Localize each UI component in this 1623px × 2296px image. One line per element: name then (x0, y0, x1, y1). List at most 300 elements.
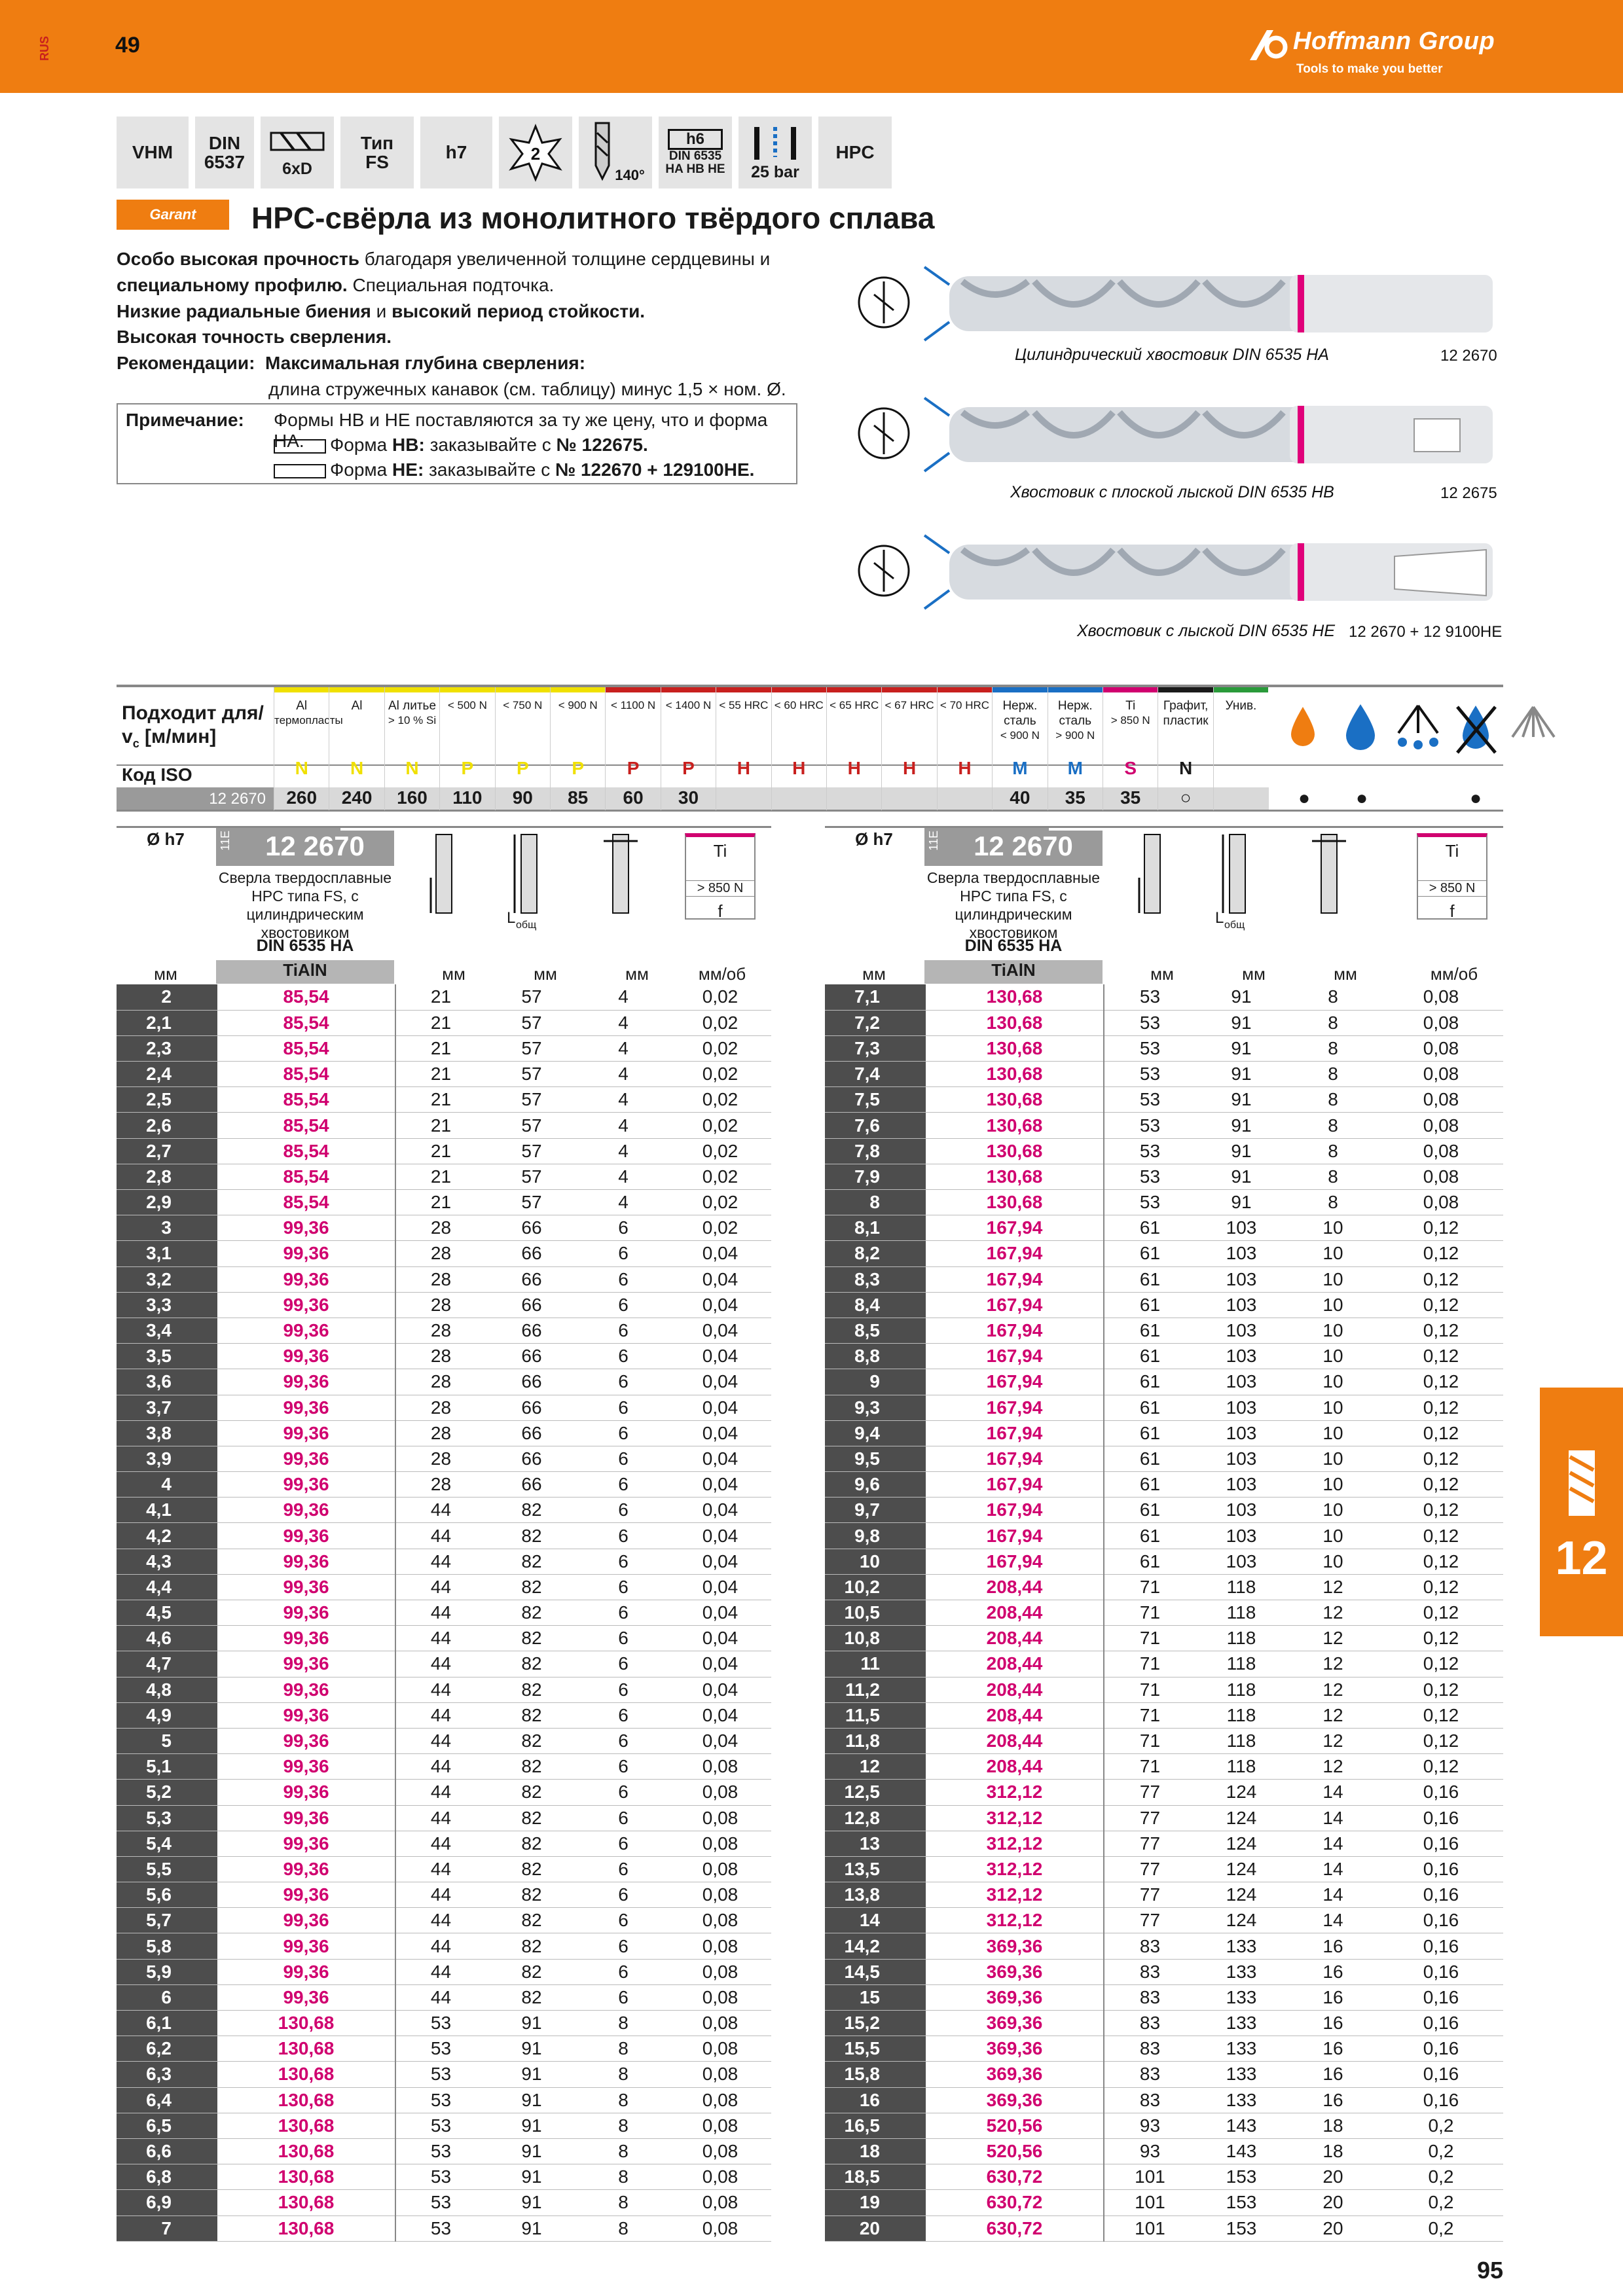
total-length-cell: 91 (1195, 1138, 1287, 1164)
total-length-cell: 82 (486, 1574, 577, 1600)
garant-logo: Garant (117, 200, 229, 230)
shank-cell: 14 (1287, 1882, 1379, 1908)
table-row (117, 1395, 771, 1420)
price-cell: 99,36 (217, 1395, 395, 1420)
dia-cell: 6,5 (117, 2113, 217, 2138)
table-row (117, 1164, 771, 1189)
shank-cell: 6 (577, 1984, 669, 2010)
feed-cell: 0,16 (1379, 1933, 1503, 1959)
shank-cell: 8 (577, 2164, 669, 2190)
dia-cell: 3 (117, 1215, 217, 1241)
flute-length-cell: 77 (1104, 1780, 1195, 1805)
total-length-cell: 153 (1195, 2190, 1287, 2215)
material-column: Al N 240 (329, 687, 384, 810)
price-cell: 167,94 (926, 1318, 1104, 1343)
table-row (825, 1831, 1503, 1856)
drill-he-image (851, 524, 1512, 628)
table-row (117, 1087, 771, 1113)
total-length-cell: 57 (486, 1087, 577, 1113)
shank-cell: 10 (1287, 1318, 1379, 1343)
table-row (825, 1780, 1503, 1805)
feed-cell: 0,12 (1379, 1241, 1503, 1266)
table-row (825, 2087, 1503, 2113)
dia-cell: 15,5 (825, 2036, 926, 2062)
price-cell: 99,36 (217, 1523, 395, 1549)
dry-icon (1448, 694, 1503, 766)
table-row (825, 1369, 1503, 1395)
total-length-cell: 57 (486, 1035, 577, 1061)
table-row (117, 1780, 771, 1805)
material-column: Al термопласты N 260 (274, 687, 329, 810)
shank-cell: 12 (1287, 1651, 1379, 1677)
shank-cell: 16 (1287, 2036, 1379, 2062)
total-length-cell: 91 (1195, 1164, 1287, 1189)
hpc-icon: HPC (818, 117, 892, 188)
flute-length-cell: 53 (395, 2113, 486, 2138)
flute-length-cell: 61 (1104, 1395, 1195, 1420)
total-length-cell: 103 (1195, 1420, 1287, 1446)
feed-cell: 0,04 (669, 1523, 771, 1549)
price-cell: 99,36 (217, 1472, 395, 1498)
dia-cell: 3,8 (117, 1420, 217, 1446)
flute-length-cell: 77 (1104, 1856, 1195, 1882)
price-cell: 130,68 (217, 2215, 395, 2241)
total-length-cell: 133 (1195, 2011, 1287, 2036)
table-row (117, 1754, 771, 1780)
shank-cell: 14 (1287, 1908, 1379, 1933)
material-column: < 1100 N P 60 (605, 687, 660, 810)
shank-cell: 8 (1287, 1062, 1379, 1087)
feed-cell: 0,2 (1379, 2138, 1503, 2164)
total-length-cell: 91 (486, 2215, 577, 2241)
total-length-cell: 66 (486, 1292, 577, 1318)
dia-cell: 4,6 (117, 1626, 217, 1651)
total-length-cell: 57 (486, 1164, 577, 1189)
shank-cell: 10 (1287, 1446, 1379, 1471)
total-length-cell: 91 (486, 2138, 577, 2164)
flute-length-cell: 44 (395, 1754, 486, 1780)
total-length-cell: 118 (1195, 1651, 1287, 1677)
table-row (117, 1138, 771, 1164)
iso-label: Код ISO (122, 764, 192, 785)
dia-cell: 18,5 (825, 2164, 926, 2190)
table-row (117, 1292, 771, 1318)
total-length-cell: 91 (486, 2062, 577, 2087)
flute-length-cell: 61 (1104, 1344, 1195, 1369)
total-length-cell: 124 (1195, 1856, 1287, 1882)
table-row (825, 1087, 1503, 1113)
shank-cell: 6 (577, 1831, 669, 1856)
price-cell: 369,36 (926, 1984, 1104, 2010)
dia-cell: 7,6 (825, 1113, 926, 1138)
feed-cell: 0,12 (1379, 1574, 1503, 1600)
feed-cell: 0,08 (669, 1959, 771, 1984)
material-column: < 500 N P 110 (439, 687, 494, 810)
total-length-cell: 118 (1195, 1600, 1287, 1626)
dia-cell: 14,2 (825, 1933, 926, 1959)
flute-length-cell: 53 (1104, 984, 1195, 1010)
table-row (825, 1215, 1503, 1241)
total-length-cell: 91 (1195, 984, 1287, 1010)
feed-cell: 0,16 (1379, 1908, 1503, 1933)
price-cell: 630,72 (926, 2190, 1104, 2215)
flute-length-cell: 101 (1104, 2164, 1195, 2190)
price-cell: 167,94 (926, 1472, 1104, 1498)
dia-cell: 11,5 (825, 1702, 926, 1728)
total-length-cell: 103 (1195, 1266, 1287, 1292)
total-length-cell: 118 (1195, 1728, 1287, 1753)
feed-cell: 0,2 (1379, 2164, 1503, 2190)
feed-cell: 0,2 (1379, 2190, 1503, 2215)
total-length-cell: 82 (486, 1498, 577, 1523)
shank-cell: 8 (577, 2087, 669, 2113)
shank-cell: 10 (1287, 1266, 1379, 1292)
feed-cell: 0,08 (669, 1882, 771, 1908)
price-cell: 369,36 (926, 2011, 1104, 2036)
price-cell: 85,54 (217, 1164, 395, 1189)
table-row (117, 1420, 771, 1446)
feed-cell: 0,08 (669, 2087, 771, 2113)
table-row (117, 2113, 771, 2138)
dia-cell: 6,6 (117, 2138, 217, 2164)
table-row (825, 2215, 1503, 2241)
shank-cell: 18 (1287, 2113, 1379, 2138)
feed-cell: 0,12 (1379, 1728, 1503, 1753)
price-cell: 99,36 (217, 1677, 395, 1702)
drill-he-code: 12 2670 + 12 9100HE (1349, 623, 1503, 641)
flute-length-cell: 53 (1104, 1190, 1195, 1215)
flute-length-cell: 28 (395, 1395, 486, 1420)
total-length-cell: 124 (1195, 1831, 1287, 1856)
table-row (825, 1677, 1503, 1702)
shank-cell: 8 (577, 2138, 669, 2164)
price-cell: 167,94 (926, 1266, 1104, 1292)
shank-cell: 4 (577, 984, 669, 1010)
table-row (117, 1035, 771, 1061)
total-length-cell: 103 (1195, 1549, 1287, 1574)
feed-cell: 0,04 (669, 1549, 771, 1574)
price-cell: 130,68 (217, 2138, 395, 2164)
shank-cell: 12 (1287, 1754, 1379, 1780)
flute-length-cell: 71 (1104, 1677, 1195, 1702)
price-cell: 520,56 (926, 2138, 1104, 2164)
price-cell: 99,36 (217, 1780, 395, 1805)
flute-length-cell: 44 (395, 1831, 486, 1856)
price-cell: 312,12 (926, 1882, 1104, 1908)
flute-length-cell: 53 (1104, 1010, 1195, 1035)
price-cell: 208,44 (926, 1574, 1104, 1600)
table-row (117, 1626, 771, 1651)
price-cell: 99,36 (217, 1959, 395, 1984)
flute-length-cell: 44 (395, 1677, 486, 1702)
total-length-cell: 82 (486, 1984, 577, 2010)
total-length-cell: 103 (1195, 1498, 1287, 1523)
feed-cell: 0,02 (669, 1035, 771, 1061)
drill-ha-image (851, 249, 1512, 399)
dia-cell: 9,5 (825, 1446, 926, 1471)
shank-cell: 6 (577, 1780, 669, 1805)
feed-cell: 0,04 (669, 1498, 771, 1523)
flute-length-cell: 28 (395, 1446, 486, 1471)
flute-length-cell: 61 (1104, 1420, 1195, 1446)
price-cell: 85,54 (217, 1190, 395, 1215)
table-row (825, 1984, 1503, 2010)
flute-length-cell: 44 (395, 1728, 486, 1753)
shank-cell: 6 (577, 1369, 669, 1395)
price-cell: 99,36 (217, 1626, 395, 1651)
total-length-cell: 66 (486, 1241, 577, 1266)
total-length-cell: 82 (486, 1805, 577, 1831)
table-row (117, 1369, 771, 1395)
price-cell: 312,12 (926, 1856, 1104, 1882)
price-cell: 99,36 (217, 1600, 395, 1626)
total-length-cell: 66 (486, 1266, 577, 1292)
feed-cell: 0,12 (1379, 1677, 1503, 1702)
flute-length-cell: 28 (395, 1318, 486, 1343)
table-row (825, 1728, 1503, 1753)
flute-length-cell: 21 (395, 984, 486, 1010)
flute-length-cell: 21 (395, 1164, 486, 1189)
flute-length-cell: 93 (1104, 2138, 1195, 2164)
total-length-cell: 57 (486, 1113, 577, 1138)
feed-cell: 0,12 (1379, 1369, 1503, 1395)
shank-cell: 10 (1287, 1498, 1379, 1523)
table-row (825, 2138, 1503, 2164)
dia-cell: 13,5 (825, 1856, 926, 1882)
table-row (117, 1062, 771, 1087)
total-length-cell: 91 (1195, 1035, 1287, 1061)
price-cell: 99,36 (217, 1651, 395, 1677)
feed-cell: 0,12 (1379, 1292, 1503, 1318)
table-row (117, 1472, 771, 1498)
price-cell: 369,36 (926, 2087, 1104, 2113)
dia-cell: 2,8 (117, 1164, 217, 1189)
table-row (825, 2036, 1503, 2062)
total-length-cell: 82 (486, 1780, 577, 1805)
feed-cell: 0,08 (1379, 1138, 1503, 1164)
shank-cell: 6 (577, 1344, 669, 1369)
total-length-cell: 143 (1195, 2113, 1287, 2138)
flute-length-cell: 21 (395, 1035, 486, 1061)
price-cell: 99,36 (217, 1908, 395, 1933)
point-angle-icon (579, 117, 652, 188)
table-row (825, 2113, 1503, 2138)
total-length-cell: 118 (1195, 1574, 1287, 1600)
dia-cell: 11 (825, 1651, 926, 1677)
flute-length-cell: 21 (395, 1190, 486, 1215)
flute-length-cell: 71 (1104, 1702, 1195, 1728)
dia-cell: 5,8 (117, 1933, 217, 1959)
price-cell: 130,68 (926, 1190, 1104, 1215)
dia-cell: 7,3 (825, 1035, 926, 1061)
price-cell: 167,94 (926, 1292, 1104, 1318)
total-length-cell: 118 (1195, 1702, 1287, 1728)
shank-cell: 16 (1287, 1933, 1379, 1959)
table-row (825, 1472, 1503, 1498)
total-length-cell: 82 (486, 1702, 577, 1728)
feed-cell: 0,08 (669, 1780, 771, 1805)
shank-cell: 14 (1287, 1856, 1379, 1882)
table-row (117, 2138, 771, 2164)
flute-length-cell: 61 (1104, 1549, 1195, 1574)
price-cell: 130,68 (926, 1164, 1104, 1189)
price-cell: 312,12 (926, 1908, 1104, 1933)
total-length-cell: 82 (486, 1933, 577, 1959)
feed-cell: 0,02 (669, 1164, 771, 1189)
feed-cell: 0,16 (1379, 1805, 1503, 1831)
flute-length-cell: 71 (1104, 1651, 1195, 1677)
dia-cell: 5,1 (117, 1754, 217, 1780)
dia-cell: 13 (825, 1831, 926, 1856)
feed-cell: 0,08 (669, 2164, 771, 2190)
total-length-cell: 103 (1195, 1369, 1287, 1395)
price-cell: 208,44 (926, 1754, 1104, 1780)
table-row (825, 1805, 1503, 1831)
shank-cell: 6 (577, 1523, 669, 1549)
total-length-cell: 91 (486, 2113, 577, 2138)
shank-cell: 6 (577, 1600, 669, 1626)
feed-cell: 0,12 (1379, 1395, 1503, 1420)
total-length-cell: 103 (1195, 1472, 1287, 1498)
flute-length-cell: 71 (1104, 1728, 1195, 1753)
price-cell: 130,68 (217, 2011, 395, 2036)
feed-cell: 0,08 (669, 1984, 771, 2010)
shank-cell: 6 (577, 1626, 669, 1651)
note-box: Примечание: Формы HB и HE поставляются за ту же цену, что и форма HA. Форма HB: заказывайте с № 122675. Форма HE: заказывайте с № 122670 + 129100HE. (117, 403, 797, 484)
feed-cell: 0,04 (669, 1420, 771, 1446)
feed-cell: 0,04 (669, 1266, 771, 1292)
dia-cell: 16 (825, 2087, 926, 2113)
shank-cell: 16 (1287, 2087, 1379, 2113)
dia-cell: 19 (825, 2190, 926, 2215)
dia-cell: 9,3 (825, 1395, 926, 1420)
flute-length-cell: 44 (395, 1549, 486, 1574)
feed-cell: 0,08 (669, 1933, 771, 1959)
flute-length-cell: 44 (395, 1856, 486, 1882)
feed-cell: 0,04 (669, 1677, 771, 1702)
feed-cell: 0,08 (669, 1908, 771, 1933)
feed-cell: 0,04 (669, 1702, 771, 1728)
shank-cell: 16 (1287, 2062, 1379, 2087)
shank-cell: 10 (1287, 1549, 1379, 1574)
shank-cell: 10 (1287, 1369, 1379, 1395)
svg-text:2: 2 (530, 144, 541, 164)
table-row (117, 1318, 771, 1343)
price-cell: 99,36 (217, 1420, 395, 1446)
material-column: Нерж. сталь > 900 N M 35 (1048, 687, 1103, 810)
price-cell: 130,68 (926, 1010, 1104, 1035)
shank-cell: 10 (1287, 1292, 1379, 1318)
dia-cell: 8,4 (825, 1292, 926, 1318)
dia-cell: 2,7 (117, 1138, 217, 1164)
material-column: Нерж. сталь < 900 N M 40 (992, 687, 1047, 810)
price-cell: 630,72 (926, 2164, 1104, 2190)
shank-cell: 12 (1287, 1702, 1379, 1728)
dia-cell: 4,4 (117, 1574, 217, 1600)
total-length-cell: 124 (1195, 1780, 1287, 1805)
feed-cell: 0,08 (669, 1831, 771, 1856)
total-length-cell: 91 (1195, 1010, 1287, 1035)
table-row (825, 1035, 1503, 1061)
dia-cell: 15 (825, 1984, 926, 2010)
flute-length-cell: 53 (1104, 1164, 1195, 1189)
dia-cell: 10,5 (825, 1600, 926, 1626)
flute-length-cell: 83 (1104, 2011, 1195, 2036)
table-row (117, 2011, 771, 2036)
flute-length-cell: 28 (395, 1472, 486, 1498)
shank-cell: 4 (577, 1010, 669, 1035)
total-length-cell: 66 (486, 1344, 577, 1369)
flute-length-cell: 71 (1104, 1754, 1195, 1780)
flute-length-cell: 44 (395, 1805, 486, 1831)
total-length-cell: 103 (1195, 1395, 1287, 1420)
dia-cell: 5,4 (117, 1831, 217, 1856)
total-length-cell: 133 (1195, 1959, 1287, 1984)
drill-hb-code: 12 2675 (1440, 484, 1497, 502)
shank-cell: 6 (577, 1549, 669, 1574)
chapter-tab[interactable]: 12 (1540, 1388, 1623, 1636)
flute-length-cell: 28 (395, 1215, 486, 1241)
shank-cell: 6 (577, 1959, 669, 1984)
feed-cell: 0,04 (669, 1369, 771, 1395)
flute-length-cell: 53 (395, 2138, 486, 2164)
price-cell: 99,36 (217, 1292, 395, 1318)
table-row (825, 1754, 1503, 1780)
hoffmann-logo-icon (1247, 26, 1290, 63)
flute-length-cell: 61 (1104, 1523, 1195, 1549)
table-row (117, 1728, 771, 1753)
flute-length-cell: 53 (1104, 1062, 1195, 1087)
total-length-cell: 66 (486, 1215, 577, 1241)
total-length-cell: 143 (1195, 2138, 1287, 2164)
total-length-cell: 66 (486, 1420, 577, 1446)
table-row (117, 1523, 771, 1549)
flute-length-cell: 53 (395, 2011, 486, 2036)
material-column: < 1400 N P 30 (661, 687, 716, 810)
table-row (825, 1933, 1503, 1959)
vhm-icon: VHM (117, 117, 189, 188)
coolant-icons (1275, 694, 1561, 766)
flute-length-cell: 53 (395, 2215, 486, 2241)
dia-cell: 3,2 (117, 1266, 217, 1292)
table-row (825, 1241, 1503, 1266)
flute-length-cell: 21 (395, 1138, 486, 1164)
table-row (825, 2062, 1503, 2087)
feed-cell: 0,16 (1379, 2062, 1503, 2087)
dia-cell: 4,8 (117, 1677, 217, 1702)
table-row (117, 1831, 771, 1856)
flute-length-cell: 61 (1104, 1498, 1195, 1523)
shank-cell: 12 (1287, 1728, 1379, 1753)
total-length-cell: 82 (486, 1549, 577, 1574)
feed-cell: 0,04 (669, 1395, 771, 1420)
shank-cell: 12 (1287, 1600, 1379, 1626)
price-cell: 85,54 (217, 1062, 395, 1087)
table-row (117, 1984, 771, 2010)
feed-cell: 0,08 (1379, 1113, 1503, 1138)
dia-cell: 11,2 (825, 1677, 926, 1702)
feed-cell: 0,12 (1379, 1472, 1503, 1498)
table-row (117, 1549, 771, 1574)
flute-length-cell: 53 (1104, 1113, 1195, 1138)
shank-cell: 8 (577, 2215, 669, 2241)
feed-cell: 0,08 (669, 2011, 771, 2036)
dia-cell: 2,5 (117, 1087, 217, 1113)
price-cell: 369,36 (926, 2036, 1104, 2062)
price-cell: 167,94 (926, 1215, 1104, 1241)
table-row (117, 1241, 771, 1266)
dia-cell: 6,9 (117, 2190, 217, 2215)
